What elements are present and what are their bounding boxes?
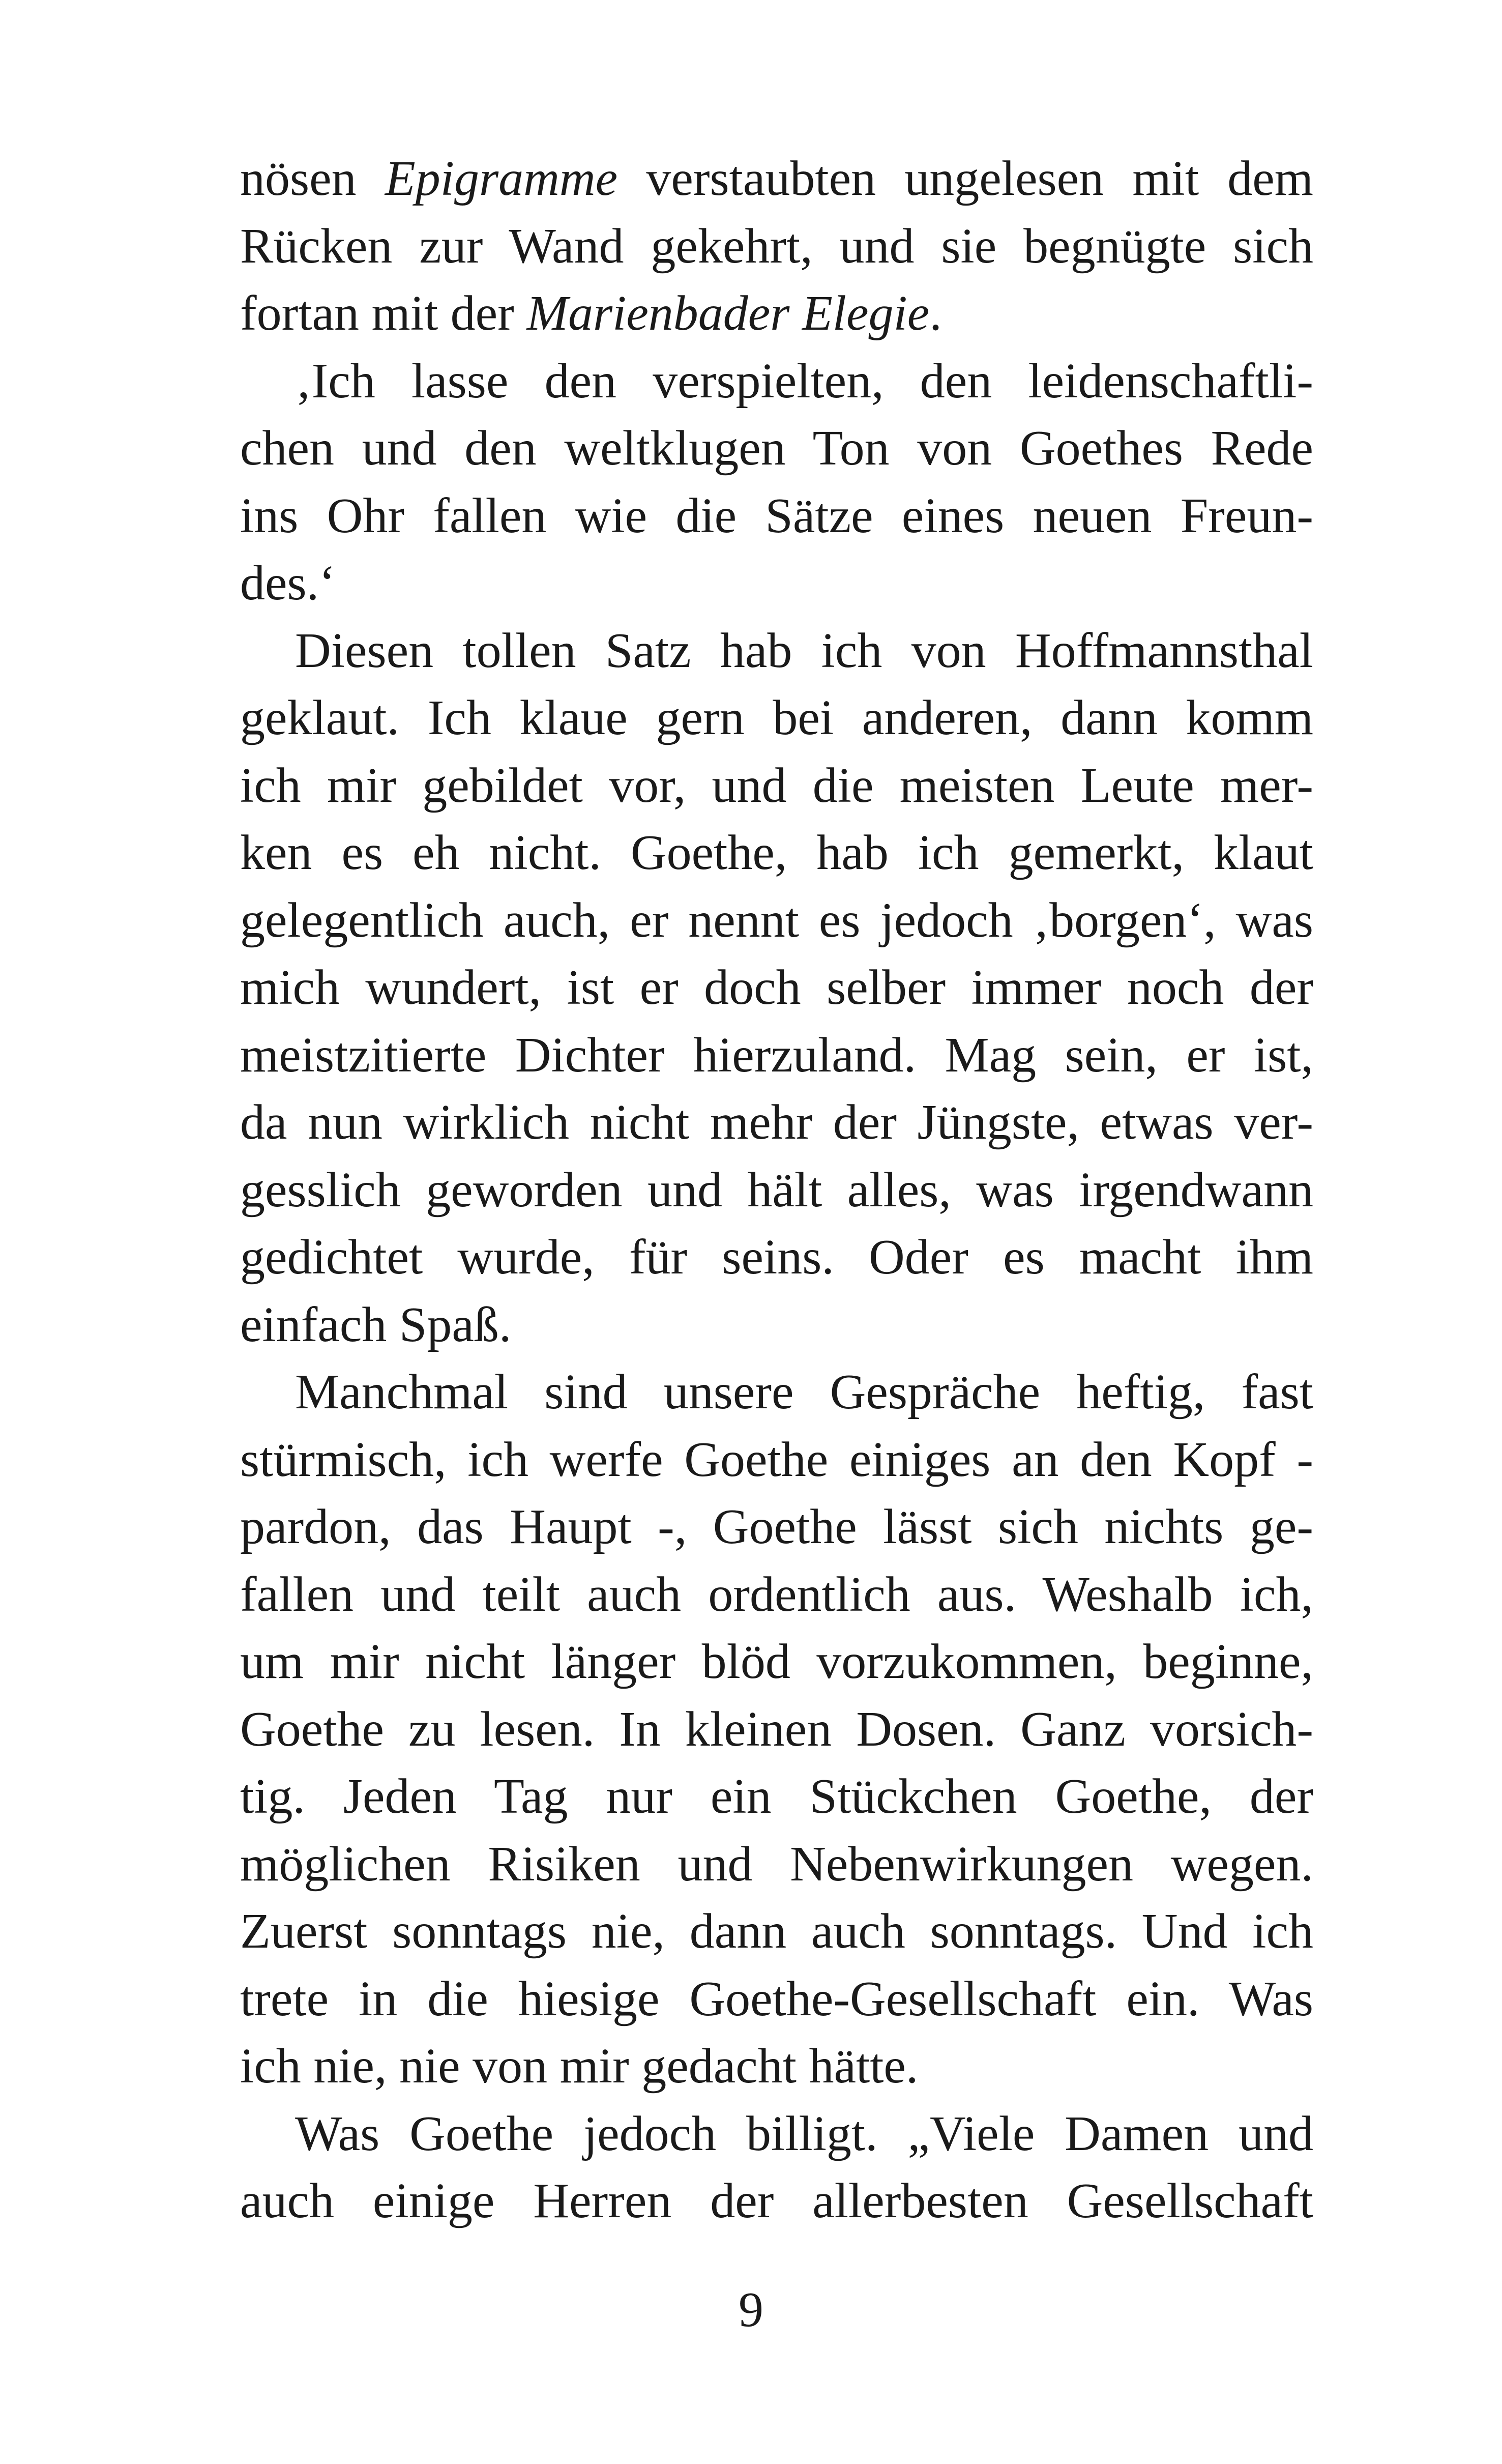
text-line	[240, 1156, 1313, 1224]
text-line	[240, 2167, 1313, 2235]
text-segment: trete in die hiesige Goethe-Gesellschaft ein. Was	[240, 1971, 1313, 2026]
text-line	[240, 482, 1313, 550]
text-line	[240, 1291, 1313, 1359]
text-segment: fortan mit der	[240, 286, 527, 341]
text-line	[240, 2033, 1313, 2100]
body-text	[240, 145, 1313, 2235]
text-segment: ins Ohr fallen wie die Sätze eines neuen Freun-	[240, 488, 1313, 543]
text-segment: gelegentlich auch, er nennt es jedoch ‚borgen‘, was	[240, 892, 1313, 948]
text-line	[240, 684, 1313, 752]
text-line	[240, 1089, 1313, 1156]
text-segment: ken es eh nicht. Goethe, hab ich gemerkt, klaut	[240, 825, 1313, 880]
text-line	[240, 415, 1313, 482]
text-segment: .	[929, 286, 942, 341]
text-segment: ich mir gebildet vor, und die meisten Leute mer-	[240, 758, 1313, 813]
text-line	[240, 1358, 1313, 1426]
text-line	[240, 2100, 1313, 2168]
text-segment: Epigramme	[385, 151, 618, 206]
text-segment: ich nie, nie von mir gedacht hätte.	[240, 2039, 919, 2094]
page-number: 9	[739, 2282, 763, 2337]
text-line	[240, 1022, 1313, 1089]
text-line	[240, 1831, 1313, 1898]
text-segment: Was Goethe jedoch billigt. „Viele Damen und	[295, 2106, 1313, 2161]
text-segment: chen und den weltklugen Ton von Goethes Rede	[240, 421, 1313, 476]
text-line	[240, 954, 1313, 1022]
text-segment: meistzitierte Dichter hierzuland. Mag sein, er ist,	[240, 1027, 1313, 1083]
text-segment: tig. Jeden Tag nur ein Stückchen Goethe, der	[240, 1769, 1313, 1824]
text-segment: verstaubten ungelesen mit dem	[617, 151, 1313, 206]
text-line	[240, 1898, 1313, 1965]
text-segment: des.‘	[240, 556, 336, 611]
text-segment: um mir nicht länger blöd vorzukommen, beginne,	[240, 1634, 1313, 1689]
text-line	[240, 752, 1313, 820]
text-segment: möglichen Risiken und Nebenwirkungen wegen.	[240, 1836, 1313, 1892]
text-segment: fallen und teilt auch ordentlich aus. Weshalb ich,	[240, 1567, 1313, 1622]
text-line	[240, 347, 1313, 415]
text-line	[240, 819, 1313, 887]
text-segment: geklaut. Ich klaue gern bei anderen, dann komm	[240, 690, 1313, 745]
text-line	[240, 213, 1313, 280]
text-line	[240, 1696, 1313, 1763]
text-segment: ‚Ich lasse den verspielten, den leidenschaftli-	[295, 353, 1313, 409]
text-line	[240, 280, 1313, 347]
text-segment: Diesen tollen Satz hab ich von Hoffmannsthal	[295, 623, 1313, 678]
text-segment: einfach Spaß.	[240, 1297, 512, 1352]
text-line	[240, 1426, 1313, 1494]
text-line	[240, 1965, 1313, 2033]
text-line	[240, 145, 1313, 213]
text-segment: auch einige Herren der allerbesten Gesellschaft	[240, 2173, 1313, 2228]
text-line	[240, 1561, 1313, 1629]
text-line	[240, 1628, 1313, 1696]
text-segment: Manchmal sind unsere Gespräche heftig, fast	[295, 1365, 1313, 1419]
text-segment: pardon, das Haupt -, Goethe lässt sich nichts ge-	[240, 1499, 1313, 1554]
text-segment: da nun wirklich nicht mehr der Jüngste, etwas ver-	[240, 1095, 1313, 1150]
text-segment: gesslich geworden und hält alles, was irgendwann	[240, 1162, 1313, 1217]
text-segment: mich wundert, ist er doch selber immer noch der	[240, 960, 1313, 1015]
text-line	[240, 617, 1313, 685]
text-segment: Zuerst sonntags nie, dann auch sonntags. Und ich	[240, 1904, 1313, 1959]
text-line	[240, 1493, 1313, 1561]
text-segment: Marienbader Elegie	[526, 286, 930, 341]
text-segment: nösen	[240, 151, 385, 206]
text-segment: gedichtet wurde, für seins. Oder es macht ihm	[240, 1230, 1313, 1285]
text-segment: Goethe zu lesen. In kleinen Dosen. Ganz vorsich-	[240, 1701, 1313, 1757]
text-segment: Rücken zur Wand gekehrt, und sie begnügte sich	[240, 218, 1313, 274]
text-line	[240, 887, 1313, 954]
text-line	[240, 549, 1313, 617]
text-segment: stürmisch, ich werfe Goethe einiges an den Kopf -	[240, 1432, 1313, 1487]
text-line	[240, 1763, 1313, 1831]
text-line	[240, 1224, 1313, 1291]
